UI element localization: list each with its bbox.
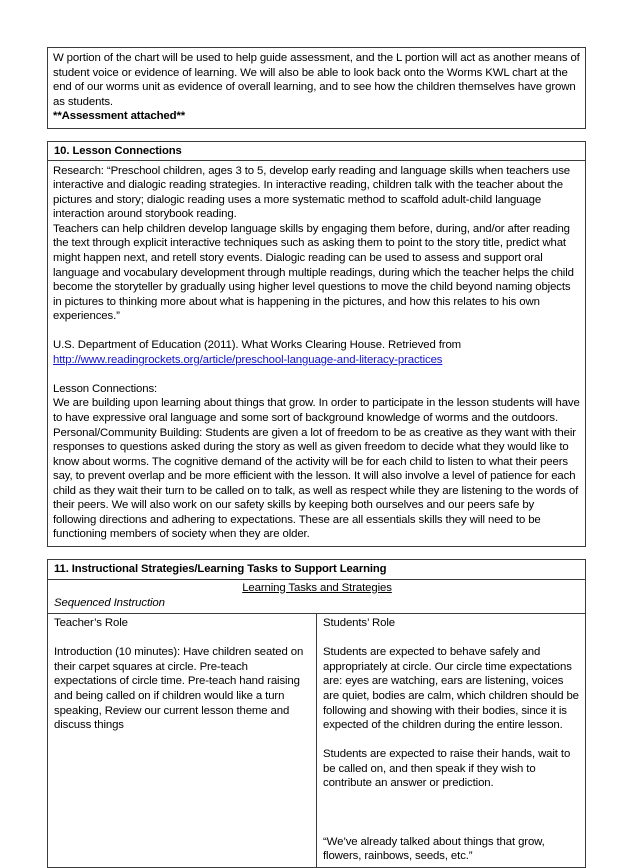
section-11-instructional-strategies-table [47,559,586,868]
reading-rockets-link[interactable]: http://www.readingrockets.org/article/preschool-language-and-literacy-practices [53,353,443,366]
research-paragraph-1 [53,164,580,222]
teacher-role-cell [48,614,317,867]
research-paragraph-2: Teachers can help children develop language skills by engaging them before, during, and/or after reading the text through explicit interactive techniques such as asking them to point to the story title, predict what might happen next, and retell story events. Dialogic reading can be used to assess and support oral language and vocabulary development through multiple readings, during which the teacher helps the child become the storyteller by gradually using higher level questions to move the child beyond naming objects in pictures to thinking more about what is happening in the pictures, and how this relates to his own experiences.” [53,222,574,323]
document-body [47,47,586,868]
continuation-box-body [48,48,585,128]
research-quote-part-1: “Preschool children, ages 3 to 5, develop early reading and language skills when teachers use interactive and dialogic reading strategies. In interactive reading, children talk with the teacher about the pictures and story; dialogic reading uses a more systematic method to scaffold adult-child language interaction around storybook reading. [53,164,570,221]
citation-url-line [53,353,580,368]
section-10-header: 10. Lesson Connections [48,142,585,161]
student-role-column-header: Students’ Role [323,617,395,630]
continuation-box [47,47,586,129]
student-role-paragraph-1: Students are expected to behave safely and appropriately at circle. Our circle time expectations are: eyes are watching, ears are listening, voices are quiet, bodies are calm, which children should be following and showing with their bodies, since it is expected of the children during the entire lesson. [323,646,579,732]
student-role-quote: “We’ve already talked about things that grow, flowers, rainbows, seeds, etc.” [323,835,545,863]
teacher-role-column-header: Teacher’s Role [54,617,128,630]
teacher-role-content [54,645,311,830]
research-label: Research: [53,164,107,177]
lesson-connections-paragraph-2: Personal/Community Building: Students are given a lot of freedom to be as creative as they want with their responses to questions asked during the story as well as given freedom to decide what they would like to know about worms. The cognitive demand of the activity will be for each child to listen to what their peers say, to prevent overlap and be more efficient with the lesson. It will also involve a level of patience for each child as they wait their turn to be called on to talk, as well as respect while they are listening to the words of their peers. We will also work on our safety skills by keeping both ourselves and our peers safe by following directions and adhering to expectations. These are all essentials skills they will need to be functioning members of society when they are older. [53,426,579,541]
learning-tasks-subtitle-row [48,579,586,614]
sequenced-instruction-label: Sequenced Instruction [54,597,165,610]
student-role-spacer-1 [323,791,580,806]
student-role-spacer-2 [323,805,580,820]
section-11-header: 11. Instructional Strategies/Learning Tasks to Support Learning [48,559,586,579]
student-role-paragraph-2: Students are expected to raise their hands, wait to be called on, and then speak if they wish to contribute an answer or prediction. [323,748,571,790]
learning-tasks-subtitle-cell [48,579,586,614]
section-10-lesson-connections [47,141,586,547]
student-role-content [323,645,580,863]
continuation-paragraph: W portion of the chart will be used to help guide assessment, and the L portion will act as another means of student voice or evidence of learning. We will also be able to look back onto the Worms KWL chart at the end of our worms unit as evidence of overall learning, and to see how the children themselves have grown as students. [53,52,580,108]
section-11-header-row [48,559,586,579]
learning-tasks-subtitle: Learning Tasks and Strategies [242,581,392,594]
roles-row [48,614,586,867]
section-10-body [48,161,585,546]
student-role-cell [317,614,586,867]
citation-line: U.S. Department of Education (2011). What Works Clearing House. Retrieved from [53,339,462,352]
assessment-attached-note: **Assessment attached** [53,110,186,123]
teacher-role-introduction: Introduction (10 minutes): Have children seated on their carpet squares at circle. Pre-teach expectations of circle time. Pre-teach hand raising and being called on if children would like a turn speaking, Review our current lesson theme and discuss things [54,646,304,732]
lesson-connections-paragraph-1: We are building upon learning about things that grow. In order to participate in the lesson students will have to have expressive oral language and some sort of background knowledge of worms and the outdoors. [53,397,580,425]
lesson-connections-label: Lesson Connections: [53,382,158,395]
